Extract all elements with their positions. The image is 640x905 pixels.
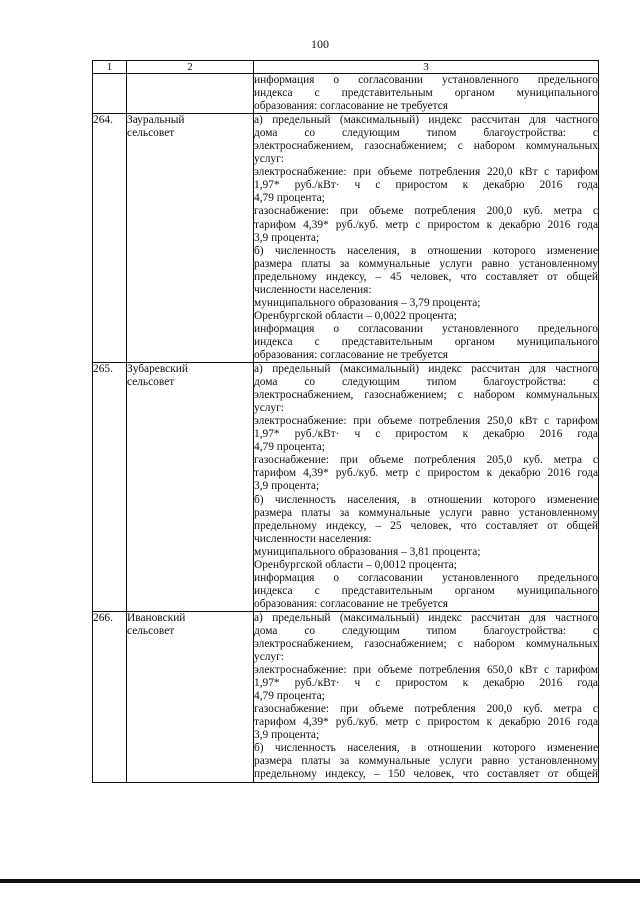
- text-line: индекса с представительным органом муниципального: [254, 335, 598, 348]
- row-number: 265.: [93, 363, 127, 612]
- text-line: предельному индексу, – 150 человек, что составляет от общей: [254, 768, 598, 781]
- text-line: б) численность населения, в отношении которого изменение: [254, 742, 598, 755]
- text-line: образования: согласование не требуется: [254, 100, 449, 113]
- description-cell: [254, 74, 599, 114]
- municipality-name-line: Ивановский: [127, 611, 186, 624]
- text-line: услуг:: [254, 153, 284, 166]
- text-line: газоснабжение: при объеме потребления 200,0 куб. метра с: [254, 703, 598, 716]
- municipality-name-line: сельсовет: [127, 624, 175, 637]
- text-line: Оренбургской области – 0,0012 процента;: [254, 558, 457, 571]
- text-line: 3,9 процента;: [254, 231, 320, 244]
- bottom-rule: [0, 879, 640, 883]
- text-line: тарифом 4,39* руб./куб. метр с приростом к декабрю 2016 года: [254, 467, 598, 480]
- text-line: Оренбургской области – 0,0022 процента;: [254, 309, 457, 322]
- municipality-name-line: Зауральный: [127, 114, 185, 127]
- text-line: индекса с представительным органом муниципального: [254, 584, 598, 597]
- text-line: информация о согласовании установленного предельного: [254, 322, 598, 335]
- text-line: электроснабжением, газоснабжением; с набором коммунальных: [254, 389, 598, 402]
- text-line: размера платы за коммунальные услуги равно установленному: [254, 506, 598, 519]
- description-cell: [254, 114, 599, 363]
- column-number-1: 1: [93, 61, 127, 74]
- municipality-name-line: сельсовет: [127, 127, 175, 140]
- description-cell: [254, 611, 599, 782]
- text-line: размера платы за коммунальные услуги равно установленному: [254, 257, 598, 270]
- text-line: электроснабжение: при объеме потребления 220,0 кВт с тарифом: [254, 166, 598, 179]
- text-line: 1,97* руб./кВт· ч с приростом к декабрю 2016 года: [254, 428, 598, 441]
- continuation-row: [93, 74, 599, 114]
- text-line: 4,79 процента;: [254, 441, 325, 454]
- table-body: [93, 61, 599, 783]
- text-line: 1,97* руб./кВт· ч с приростом к декабрю 2016 года: [254, 677, 598, 690]
- municipality-name-line: сельсовет: [127, 376, 175, 389]
- text-line: б) численность населения, в отношении которого изменение: [254, 493, 598, 506]
- text-line: а) предельный (максимальный) индекс рассчитан для частного: [254, 363, 598, 376]
- text-line: услуг:: [254, 402, 284, 415]
- text-line: муниципального образования – 3,81 процента;: [254, 545, 481, 558]
- text-line: информация о согласовании установленного предельного: [254, 571, 598, 584]
- text-line: а) предельный (максимальный) индекс рассчитан для частного: [254, 114, 598, 127]
- text-line: образования: согласование не требуется: [254, 348, 449, 361]
- table-row: [93, 114, 599, 363]
- municipality-name-line: Зубаревский: [127, 363, 188, 376]
- text-line: электроснабжение: при объеме потребления 250,0 кВт с тарифом: [254, 415, 598, 428]
- column-number-3: 3: [254, 61, 599, 74]
- text-line: численности населения:: [254, 283, 372, 296]
- text-line: размера платы за коммунальные услуги равно установленному: [254, 755, 598, 768]
- text-line: услуг:: [254, 651, 284, 664]
- municipality-name: [127, 611, 254, 782]
- table-row: [93, 611, 599, 782]
- text-line: электроснабжением, газоснабжением; с набором коммунальных: [254, 638, 598, 651]
- text-line: тарифом 4,39* руб./куб. метр с приростом к декабрю 2016 года: [254, 716, 598, 729]
- row-number: 264.: [93, 114, 127, 363]
- text-line: электроснабжением, газоснабжением; с набором коммунальных: [254, 140, 598, 153]
- text-line: тарифом 4,39* руб./куб. метр с приростом к декабрю 2016 года: [254, 218, 598, 231]
- text-line: б) численность населения, в отношении которого изменение: [254, 244, 598, 257]
- tariff-index-table: [92, 60, 599, 783]
- text-line: муниципального образования – 3,79 процента;: [254, 296, 481, 309]
- table-row: [93, 363, 599, 612]
- text-line: газоснабжение: при объеме потребления 205,0 куб. метра с: [254, 454, 598, 467]
- text-line: дома со следующим типом благоустройства: с: [254, 624, 598, 637]
- column-number-row: [93, 61, 599, 74]
- text-line: дома со следующим типом благоустройства: с: [254, 376, 598, 389]
- text-line: образования: согласование не требуется: [254, 597, 449, 610]
- column-number-2: 2: [127, 61, 254, 74]
- text-line: информация о согласовании установленного предельного: [254, 74, 598, 86]
- text-line: 3,9 процента;: [254, 729, 320, 742]
- text-line: 1,97* руб./кВт· ч с приростом к декабрю 2016 года: [254, 179, 598, 192]
- text-line: численности населения:: [254, 532, 372, 545]
- text-line: индекса с представительным органом муниципального: [254, 87, 598, 100]
- text-line: предельному индексу, – 45 человек, что составляет от общей: [254, 270, 598, 283]
- row-number: 266.: [93, 611, 127, 782]
- text-line: 4,79 процента;: [254, 690, 325, 703]
- municipality-name: [127, 114, 254, 363]
- text-line: 4,79 процента;: [254, 192, 325, 205]
- text-line: 3,9 процента;: [254, 480, 320, 493]
- page-number: 100: [311, 37, 329, 51]
- text-line: электроснабжение: при объеме потребления 650,0 кВт с тарифом: [254, 664, 598, 677]
- row-number-cell: [93, 74, 127, 114]
- text-line: дома со следующим типом благоустройства: с: [254, 127, 598, 140]
- municipality-cell: [127, 74, 254, 114]
- municipality-name: [127, 363, 254, 612]
- text-line: газоснабжение: при объеме потребления 200,0 куб. метра с: [254, 205, 598, 218]
- description-cell: [254, 363, 599, 612]
- text-line: а) предельный (максимальный) индекс рассчитан для частного: [254, 611, 598, 624]
- text-line: предельному индексу, – 25 человек, что составляет от общей: [254, 519, 598, 532]
